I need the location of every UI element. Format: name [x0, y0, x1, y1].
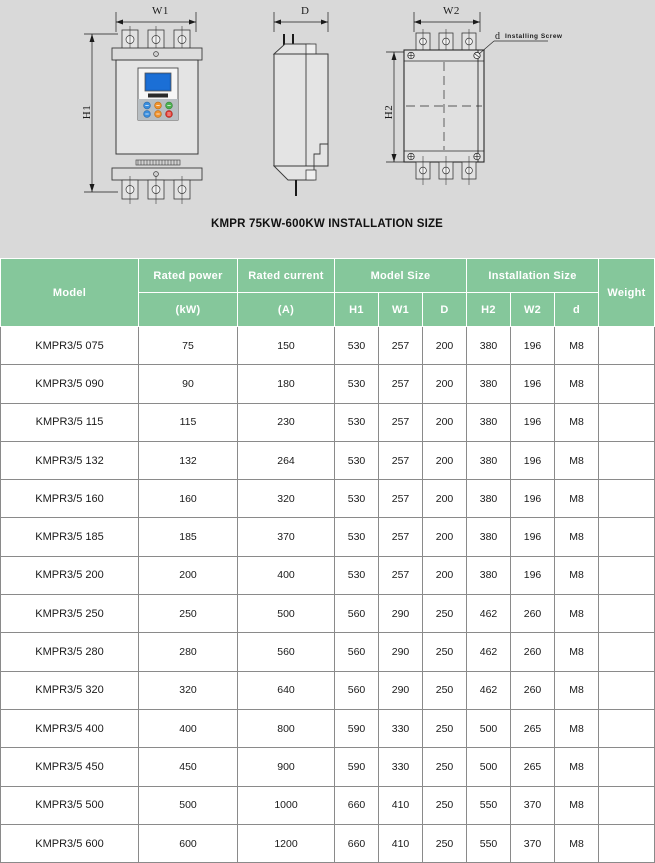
- cell-d: 200: [423, 441, 467, 479]
- cell-d: 250: [423, 824, 467, 862]
- cell-h1: 560: [335, 671, 379, 709]
- header-installation-size: Installation Size: [467, 259, 599, 293]
- cell-weight: [599, 556, 655, 594]
- cell-weight: [599, 595, 655, 633]
- cell-screw: M8: [555, 709, 599, 747]
- cell-screw: M8: [555, 595, 599, 633]
- engineering-drawings: [0, 0, 654, 248]
- header-model-size: Model Size: [335, 259, 467, 293]
- table-row: [1, 709, 655, 747]
- cell-weight: [599, 518, 655, 556]
- cell-rated-power: 280: [139, 633, 238, 671]
- cell-model: KMPR3/5 075: [1, 327, 139, 365]
- cell-model: KMPR3/5 250: [1, 595, 139, 633]
- cell-h1: 660: [335, 786, 379, 824]
- cell-model: KMPR3/5 090: [1, 365, 139, 403]
- specification-table-wrapper: [0, 258, 654, 863]
- header-h1: H1: [335, 293, 379, 327]
- cell-d: 200: [423, 403, 467, 441]
- cell-weight: [599, 824, 655, 862]
- header-rated-current: Rated current: [238, 259, 335, 293]
- cell-w2: 196: [511, 441, 555, 479]
- cell-rated-current: 180: [238, 365, 335, 403]
- cell-screw: M8: [555, 748, 599, 786]
- cell-d: 200: [423, 556, 467, 594]
- cell-screw: M8: [555, 556, 599, 594]
- cell-rated-current: 560: [238, 633, 335, 671]
- cell-w2: 196: [511, 556, 555, 594]
- cell-weight: [599, 327, 655, 365]
- rear-view-h2-label: H2: [383, 104, 396, 120]
- header-rated-power-unit: (kW): [139, 293, 238, 327]
- header-h2: H2: [467, 293, 511, 327]
- specification-table: [0, 258, 655, 863]
- cell-weight: [599, 786, 655, 824]
- cell-w1: 290: [379, 595, 423, 633]
- cell-rated-current: 320: [238, 480, 335, 518]
- table-row: [1, 824, 655, 862]
- table-body: [1, 327, 655, 863]
- cell-rated-current: 1000: [238, 786, 335, 824]
- cell-rated-power: 160: [139, 480, 238, 518]
- cell-h2: 380: [467, 327, 511, 365]
- cell-h2: 380: [467, 480, 511, 518]
- cell-h1: 530: [335, 327, 379, 365]
- table-row: [1, 327, 655, 365]
- cell-rated-current: 640: [238, 671, 335, 709]
- cell-h1: 530: [335, 480, 379, 518]
- header-d: D: [423, 293, 467, 327]
- cell-rated-power: 500: [139, 786, 238, 824]
- cell-model: KMPR3/5 160: [1, 480, 139, 518]
- cell-rated-current: 800: [238, 709, 335, 747]
- cell-model: KMPR3/5 200: [1, 556, 139, 594]
- cell-h1: 530: [335, 365, 379, 403]
- cell-weight: [599, 441, 655, 479]
- cell-w2: 260: [511, 633, 555, 671]
- cell-h1: 560: [335, 595, 379, 633]
- rear-view-w2-label: W2: [443, 5, 460, 17]
- cell-weight: [599, 633, 655, 671]
- cell-rated-power: 450: [139, 748, 238, 786]
- side-view-drawing: [258, 4, 388, 209]
- cell-w1: 257: [379, 518, 423, 556]
- cell-rated-power: 90: [139, 365, 238, 403]
- table-row: [1, 556, 655, 594]
- cell-rated-power: 132: [139, 441, 238, 479]
- cell-h1: 530: [335, 518, 379, 556]
- cell-h1: 530: [335, 403, 379, 441]
- header-model: Model: [1, 259, 139, 327]
- cell-w1: 257: [379, 556, 423, 594]
- table-row: [1, 441, 655, 479]
- cell-rated-current: 500: [238, 595, 335, 633]
- cell-rated-power: 185: [139, 518, 238, 556]
- cell-w2: 196: [511, 518, 555, 556]
- cell-rated-power: 600: [139, 824, 238, 862]
- installing-screw-symbol: d: [495, 31, 501, 42]
- front-view-h1-label: H1: [81, 104, 94, 120]
- cell-weight: [599, 365, 655, 403]
- cell-w1: 330: [379, 709, 423, 747]
- cell-model: KMPR3/5 600: [1, 824, 139, 862]
- cell-w1: 257: [379, 480, 423, 518]
- header-rated-power: Rated power: [139, 259, 238, 293]
- cell-rated-power: 200: [139, 556, 238, 594]
- cell-model: KMPR3/5 400: [1, 709, 139, 747]
- header-d-screw: d: [555, 293, 599, 327]
- cell-w2: 265: [511, 709, 555, 747]
- cell-rated-current: 1200: [238, 824, 335, 862]
- cell-w2: 260: [511, 595, 555, 633]
- cell-w1: 290: [379, 671, 423, 709]
- header-w1: W1: [379, 293, 423, 327]
- cell-w2: 196: [511, 403, 555, 441]
- cell-rated-current: 400: [238, 556, 335, 594]
- cell-h2: 380: [467, 441, 511, 479]
- table-row: [1, 518, 655, 556]
- cell-d: 250: [423, 786, 467, 824]
- cell-screw: M8: [555, 441, 599, 479]
- cell-h2: 462: [467, 595, 511, 633]
- cell-rated-power: 75: [139, 327, 238, 365]
- cell-screw: M8: [555, 327, 599, 365]
- cell-d: 200: [423, 327, 467, 365]
- cell-d: 250: [423, 709, 467, 747]
- cell-rated-current: 150: [238, 327, 335, 365]
- cell-w1: 257: [379, 365, 423, 403]
- cell-screw: M8: [555, 824, 599, 862]
- cell-weight: [599, 671, 655, 709]
- cell-h1: 590: [335, 748, 379, 786]
- cell-model: KMPR3/5 115: [1, 403, 139, 441]
- cell-rated-current: 900: [238, 748, 335, 786]
- cell-screw: M8: [555, 786, 599, 824]
- table-row: [1, 595, 655, 633]
- header-weight: Weight: [599, 259, 655, 327]
- cell-d: 250: [423, 633, 467, 671]
- table-header: [1, 259, 655, 327]
- header-rated-current-unit: (A): [238, 293, 335, 327]
- cell-model: KMPR3/5 280: [1, 633, 139, 671]
- cell-rated-power: 115: [139, 403, 238, 441]
- cell-screw: M8: [555, 671, 599, 709]
- cell-model: KMPR3/5 185: [1, 518, 139, 556]
- front-view-drawing: [78, 4, 283, 209]
- cell-model: KMPR3/5 132: [1, 441, 139, 479]
- cell-w1: 257: [379, 441, 423, 479]
- cell-h2: 380: [467, 403, 511, 441]
- cell-h2: 550: [467, 786, 511, 824]
- cell-weight: [599, 480, 655, 518]
- cell-h2: 462: [467, 671, 511, 709]
- cell-weight: [599, 403, 655, 441]
- cell-screw: M8: [555, 633, 599, 671]
- cell-d: 200: [423, 518, 467, 556]
- cell-w2: 265: [511, 748, 555, 786]
- side-view-d-label: D: [301, 5, 310, 17]
- cell-weight: [599, 709, 655, 747]
- cell-h1: 660: [335, 824, 379, 862]
- table-row: [1, 786, 655, 824]
- cell-h1: 530: [335, 556, 379, 594]
- cell-w1: 410: [379, 786, 423, 824]
- cell-rated-current: 264: [238, 441, 335, 479]
- header-row-top: [1, 259, 655, 293]
- cell-screw: M8: [555, 480, 599, 518]
- table-row: [1, 748, 655, 786]
- cell-h1: 590: [335, 709, 379, 747]
- cell-rated-current: 370: [238, 518, 335, 556]
- cell-d: 200: [423, 365, 467, 403]
- table-row: [1, 480, 655, 518]
- cell-w2: 196: [511, 365, 555, 403]
- cell-h2: 500: [467, 709, 511, 747]
- cell-w1: 257: [379, 403, 423, 441]
- cell-rated-current: 230: [238, 403, 335, 441]
- cell-h2: 462: [467, 633, 511, 671]
- cell-weight: [599, 748, 655, 786]
- cell-h2: 380: [467, 556, 511, 594]
- cell-rated-power: 400: [139, 709, 238, 747]
- cell-rated-power: 320: [139, 671, 238, 709]
- cell-model: KMPR3/5 500: [1, 786, 139, 824]
- cell-w1: 330: [379, 748, 423, 786]
- cell-h2: 380: [467, 365, 511, 403]
- cell-d: 250: [423, 748, 467, 786]
- cell-model: KMPR3/5 450: [1, 748, 139, 786]
- cell-w2: 260: [511, 671, 555, 709]
- cell-d: 250: [423, 595, 467, 633]
- cell-screw: M8: [555, 403, 599, 441]
- cell-h1: 560: [335, 633, 379, 671]
- cell-w1: 257: [379, 327, 423, 365]
- cell-h2: 380: [467, 518, 511, 556]
- table-row: [1, 671, 655, 709]
- cell-model: KMPR3/5 320: [1, 671, 139, 709]
- cell-h2: 550: [467, 824, 511, 862]
- header-w2: W2: [511, 293, 555, 327]
- cell-h2: 500: [467, 748, 511, 786]
- front-view-w1-label: W1: [152, 5, 169, 17]
- cell-h1: 530: [335, 441, 379, 479]
- table-row: [1, 633, 655, 671]
- table-row: [1, 365, 655, 403]
- cell-rated-power: 250: [139, 595, 238, 633]
- cell-w2: 196: [511, 480, 555, 518]
- cell-screw: M8: [555, 518, 599, 556]
- drawing-caption: KMPR 75KW-600KW INSTALLATION SIZE: [210, 218, 444, 230]
- installing-screw-label: Installing Screw: [505, 33, 563, 40]
- cell-d: 250: [423, 671, 467, 709]
- cell-w1: 290: [379, 633, 423, 671]
- cell-w2: 370: [511, 786, 555, 824]
- table-row: [1, 403, 655, 441]
- cell-screw: M8: [555, 365, 599, 403]
- cell-w2: 196: [511, 327, 555, 365]
- cell-d: 200: [423, 480, 467, 518]
- cell-w2: 370: [511, 824, 555, 862]
- cell-w1: 410: [379, 824, 423, 862]
